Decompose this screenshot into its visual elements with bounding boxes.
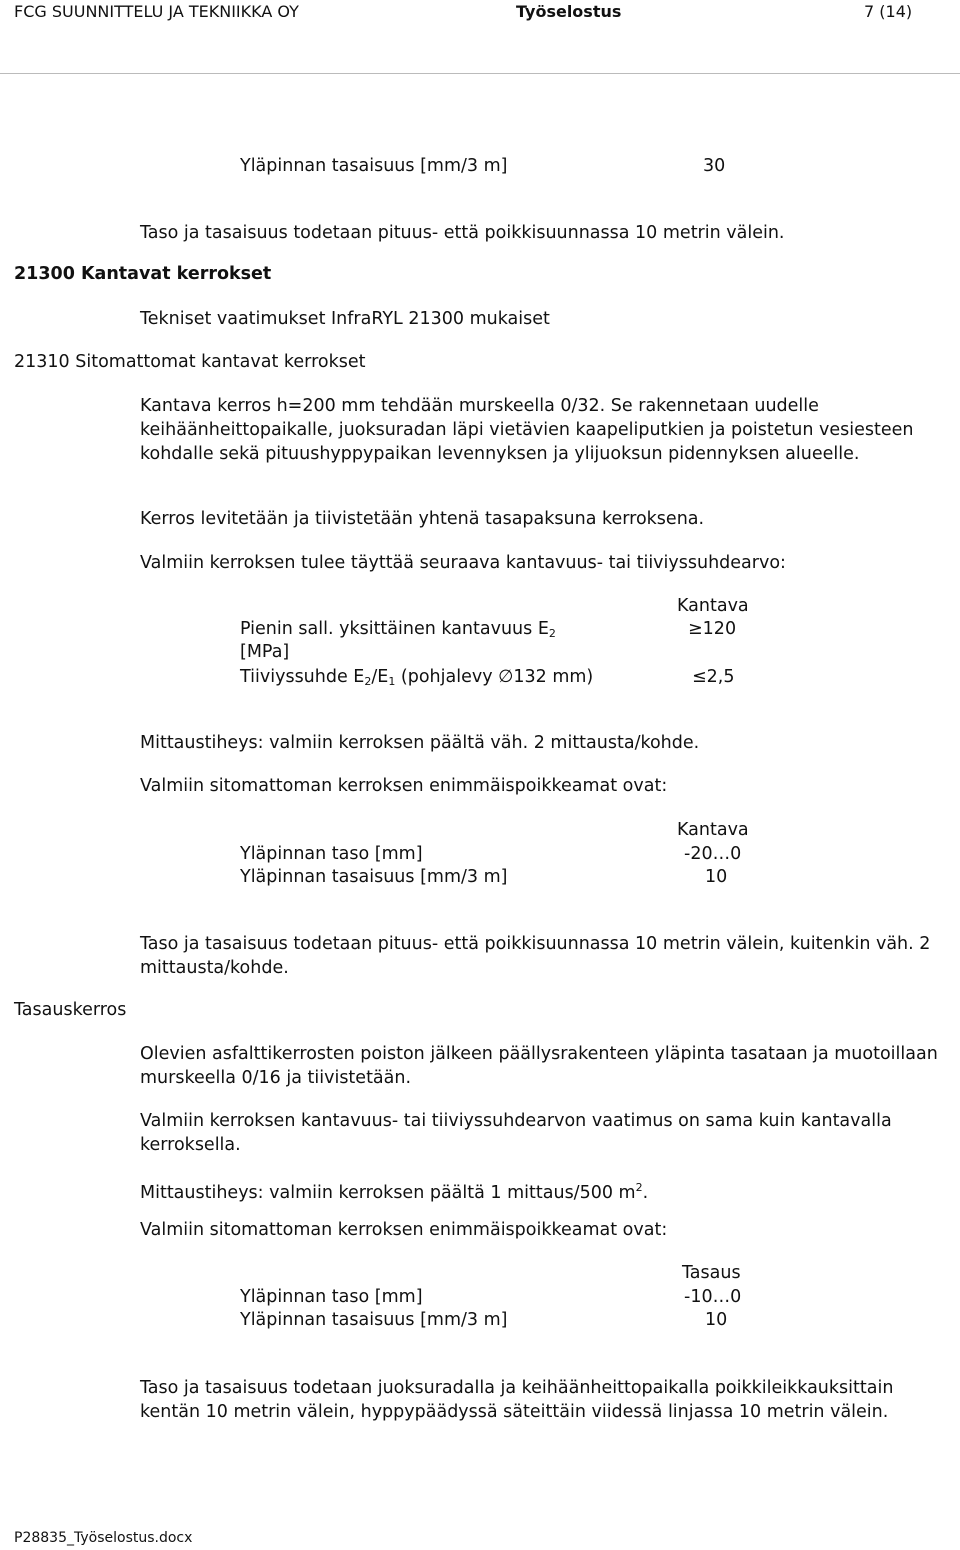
top-note: Taso ja tasaisuus todetaan pituus- että poikkisuunnassa 10 metrin välein. bbox=[140, 223, 785, 243]
company-name: FCG SUUNNITTELU JA TEKNIIKKA OY bbox=[14, 2, 299, 21]
top-table-row-label: Yläpinnan tasaisuus [mm/3 m] bbox=[240, 156, 508, 176]
table3-row1-label: Yläpinnan taso [mm] bbox=[240, 1287, 423, 1307]
header-divider bbox=[0, 73, 960, 74]
table2-row1-label: Yläpinnan taso [mm] bbox=[240, 844, 423, 864]
tasaus-paragraph-1: Olevien asfalttikerrosten poiston jälkeen päällysrakenteen yläpinta tasataan ja muotoillaan murskeella 0/16 ja tiivistetään. bbox=[140, 1044, 938, 1088]
section-21310-paragraph-3: Valmiin kerroksen tulee täyttää seuraava kantavuus- tai tiiviyssuhdearvo: bbox=[140, 553, 786, 573]
section-21300-heading: 21300 Kantavat kerrokset bbox=[14, 264, 272, 284]
table1-row2-value: ≤2,5 bbox=[692, 667, 735, 687]
document-title: Työselostus bbox=[516, 2, 622, 21]
greater-or-equal-icon: ≥ bbox=[688, 619, 703, 639]
table1-row1-value: ≥120 bbox=[688, 619, 737, 639]
section-21310-paragraph-1: Kantava kerros h=200 mm tehdään murskeella 0/32. Se rakennetaan uudelle keihäänheittopaikalle, juoksuradan läpi vietävien kaapeliputkien ja poistetun vesiesteen kohdalle sekä pituushyppypaikan levennyksen ja ylijuoksun pidennyksen alueelle. bbox=[140, 396, 914, 464]
table1-row1-unit: [MPa] bbox=[240, 642, 290, 662]
footer-filename: P28835_Työselostus.docx bbox=[14, 1530, 193, 1546]
section-21310-paragraph-5: Valmiin sitomattoman kerroksen enimmäispoikkeamat ovat: bbox=[140, 776, 668, 796]
tasaus-paragraph-4: Valmiin sitomattoman kerroksen enimmäispoikkeamat ovat: bbox=[140, 1220, 668, 1240]
table2-row2-value: 10 bbox=[705, 867, 728, 887]
table2-row1-value: -20…0 bbox=[684, 844, 742, 864]
section-21300-text: Tekniset vaatimukset InfraRYL 21300 mukaiset bbox=[140, 309, 550, 329]
section-21310-heading: 21310 Sitomattomat kantavat kerrokset bbox=[14, 352, 366, 372]
tasauskerros-side-label: Tasauskerros bbox=[14, 1000, 127, 1020]
table2-row2-label: Yläpinnan tasaisuus [mm/3 m] bbox=[240, 867, 508, 887]
diameter-icon: ∅ bbox=[498, 667, 514, 687]
table1-row2-label: Tiiviyssuhde $E_2/E_1$ (pohjalevy ∅132 mm) bbox=[240, 667, 594, 688]
table2-column-header: Kantava bbox=[677, 820, 749, 840]
table1-row1-label: Pienin sall. yksittäinen kantavuus $E_2$ bbox=[240, 619, 556, 640]
table3-column-header: Tasaus bbox=[682, 1263, 741, 1283]
tasaus-paragraph-5: Taso ja tasaisuus todetaan juoksuradalla ja keihäänheittopaikalla poikkileikkauksittain kentän 10 metrin välein, hyppypäädyssä säteittäin viidessä linjassa 10 metrin välein. bbox=[140, 1378, 894, 1422]
top-table-row-value: 30 bbox=[703, 156, 726, 176]
table3-row2-value: 10 bbox=[705, 1310, 728, 1330]
less-or-equal-icon: ≤ bbox=[692, 667, 707, 687]
table3-row2-label: Yläpinnan tasaisuus [mm/3 m] bbox=[240, 1310, 508, 1330]
section-21310-paragraph-6: Taso ja tasaisuus todetaan pituus- että poikkisuunnassa 10 metrin välein, kuitenkin väh. 2 mittausta/kohde. bbox=[140, 934, 931, 978]
tasaus-paragraph-2: Valmiin kerroksen kantavuus- tai tiiviyssuhdearvon vaatimus on sama kuin kantavalla kerroksella. bbox=[140, 1111, 892, 1155]
table3-row1-value: -10…0 bbox=[684, 1287, 742, 1307]
table1-column-header: Kantava bbox=[677, 596, 749, 616]
section-21310-paragraph-2: Kerros levitetään ja tiivistetään yhtenä tasapaksuna kerroksena. bbox=[140, 509, 705, 529]
page-number: 7 (14) bbox=[864, 2, 913, 21]
tasaus-paragraph-3: Mittaustiheys: valmiin kerroksen päältä 1 mittaus/500 $m^2$. bbox=[140, 1181, 649, 1203]
section-21310-paragraph-4: Mittaustiheys: valmiin kerroksen päältä väh. 2 mittausta/kohde. bbox=[140, 733, 700, 753]
